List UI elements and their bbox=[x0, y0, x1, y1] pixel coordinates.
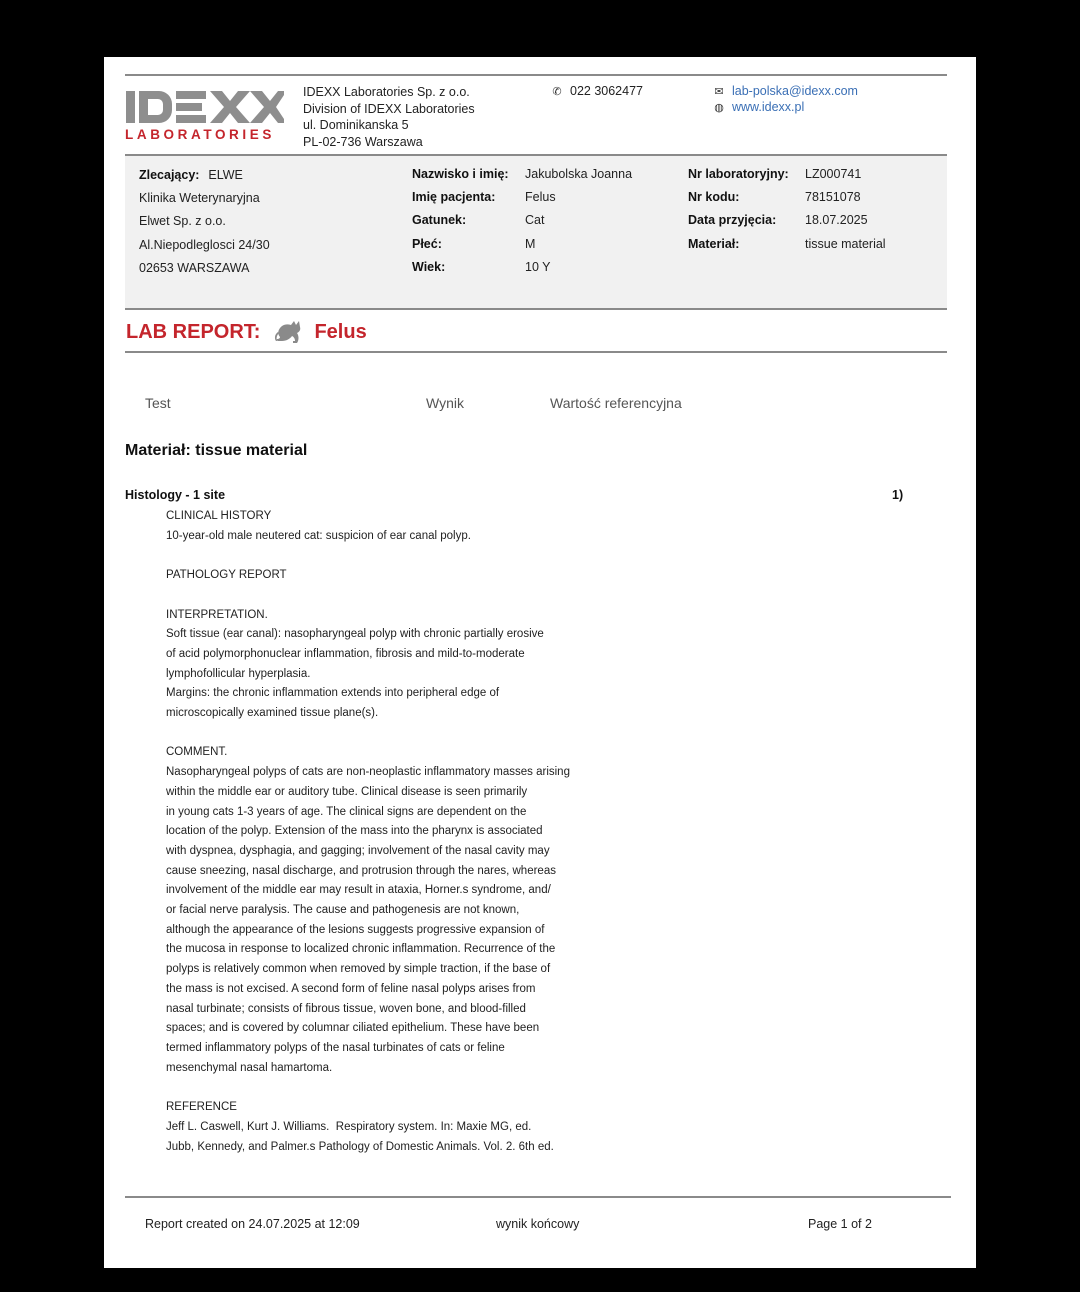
info-bottom-divider bbox=[125, 308, 947, 310]
lab-report-patient: Felus bbox=[314, 320, 367, 343]
age-label: Wiek: bbox=[412, 259, 446, 274]
website-link[interactable]: www.idexx.pl bbox=[732, 100, 805, 114]
page-number: Page 1 of 2 bbox=[808, 1217, 872, 1231]
material-value: tissue material bbox=[805, 236, 886, 251]
patient-values bbox=[525, 163, 632, 279]
patient-labels bbox=[412, 163, 509, 279]
top-divider bbox=[125, 74, 947, 76]
patient-name-value: Felus bbox=[525, 190, 556, 205]
sex-label: Płeć: bbox=[412, 236, 442, 251]
footer-divider bbox=[125, 1196, 951, 1198]
material-label: Materiał: bbox=[688, 236, 740, 251]
age-value: 10 Y bbox=[525, 259, 551, 274]
email-link[interactable]: lab-polska@idexx.com bbox=[732, 84, 858, 98]
title-divider bbox=[125, 351, 947, 353]
phone-icon: ✆ bbox=[552, 86, 562, 98]
idexx-wordmark-icon bbox=[126, 91, 284, 123]
lab-report-label: LAB REPORT: bbox=[126, 320, 261, 343]
phone-number: 022 3062477 bbox=[570, 84, 643, 98]
phone-contact bbox=[550, 84, 643, 98]
address-line: ul. Dominikanska 5 bbox=[303, 118, 409, 132]
logo-laboratories-text: LABORATORIES bbox=[125, 127, 275, 142]
envelope-icon: ✉ bbox=[714, 86, 724, 98]
report-page bbox=[104, 57, 976, 1268]
client-line: 02653 WARSZAWA bbox=[139, 260, 250, 275]
pathology-report-text: CLINICAL HISTORY 10-year-old male neutered cat: suspicion of ear canal polyp. PATHOLOGY REPORT INTERPRETATION. Soft tissue (ear canal): nasopharyngeal polyp with chronic partially erosive of acid polymorphonuclear inflammation, fibrosis and mild-to-moderate lymphofollicular hyperplasia. Margins: the chronic inflammation extends into peripheral edge of microscopically examined tissue plane(s). COMMENT. Nasopharyngeal polyps of cats are non-neoplastic inflammatory masses arising within the middle ear or auditory tube. Clinical disease is seen primarily in young cats 1-3 years of age. The clinical signs are dependent on the location of the polyp. Extension of the mass into the pharynx is associated with dyspnea, dysphagia, and gagging; involvement of the nasal cavity may cause sneezing, nasal discharge, and protrusion through the nares, whereas involvement of the middle ear may result in ataxia, Horner.s syndrome, and/ or facial nerve paralysis. The cause and pathogenesis are not known, although the appearance of the lesions suggests progressive expansion of the mucosa in response to localized chronic inflammation. Recurrence of the polyps is relatively common when removed by simple traction, if the base of the mass is not excised. A second form of feline nasal polyps arises from nasal turbinate; consists of fibrous tissue, woven bone, and blood-filled spaces; and is covered by columnar ciliated epithelium. These have been termed inflammatory polyps of the nasal turbinates of cats or feline mesenchymal nasal hamartoma. REFERENCE Jeff L. Caswell, Kurt J. Williams. Respiratory system. In: Maxie MG, ed. Jubb, Kennedy, and Palmer.s Pathology of Domestic Animals. Vol. 2. 6th ed. bbox=[166, 510, 570, 1153]
owner-name-label: Nazwisko i imię: bbox=[412, 167, 509, 181]
sex-value: M bbox=[525, 236, 536, 251]
lab-values bbox=[805, 163, 886, 256]
globe-icon: ◍ bbox=[714, 102, 724, 114]
owner-name-value: Jakubolska Joanna bbox=[525, 167, 633, 181]
lab-number-value: LZ000741 bbox=[805, 167, 862, 181]
column-result: Wynik bbox=[426, 395, 464, 411]
report-status: wynik końcowy bbox=[496, 1217, 580, 1231]
column-reference: Wartość referencyjna bbox=[550, 395, 682, 411]
lab-labels bbox=[688, 163, 789, 256]
column-test: Test bbox=[145, 395, 171, 411]
lab-address bbox=[303, 84, 475, 150]
received-date-label: Data przyjęcia: bbox=[688, 213, 777, 228]
email-contact[interactable] bbox=[712, 84, 858, 98]
species-label: Gatunek: bbox=[412, 213, 467, 228]
website-contact[interactable] bbox=[712, 100, 804, 114]
client-line: Klinika Weterynaryjna bbox=[139, 191, 260, 206]
client-label: Zlecający: bbox=[139, 168, 200, 182]
address-line: Division of IDEXX Laboratories bbox=[303, 101, 475, 116]
received-date-value: 18.07.2025 bbox=[805, 213, 868, 228]
lab-report-title bbox=[126, 319, 367, 345]
test-name: Histology - 1 site bbox=[125, 488, 226, 502]
code-number-value: 78151078 bbox=[805, 190, 861, 205]
lab-number-label: Nr laboratoryjny: bbox=[688, 167, 789, 181]
address-line: IDEXX Laboratories Sp. z o.o. bbox=[303, 85, 470, 99]
client-line: Al.Niepodleglosci 24/30 bbox=[139, 237, 270, 252]
material-heading: Materiał: tissue material bbox=[125, 442, 308, 459]
cat-icon bbox=[274, 319, 304, 345]
code-number-label: Nr kodu: bbox=[688, 190, 740, 205]
patient-name-label: Imię pacjenta: bbox=[412, 190, 496, 205]
client-line: Elwet Sp. z o.o. bbox=[139, 214, 226, 229]
client-name: ELWE bbox=[208, 168, 243, 182]
report-created: Report created on 24.07.2025 at 12:09 bbox=[145, 1217, 360, 1231]
footnote-marker: 1) bbox=[892, 488, 904, 502]
address-line: PL-02-736 Warszawa bbox=[303, 134, 423, 149]
client-block bbox=[139, 163, 270, 280]
species-value: Cat bbox=[525, 213, 545, 228]
